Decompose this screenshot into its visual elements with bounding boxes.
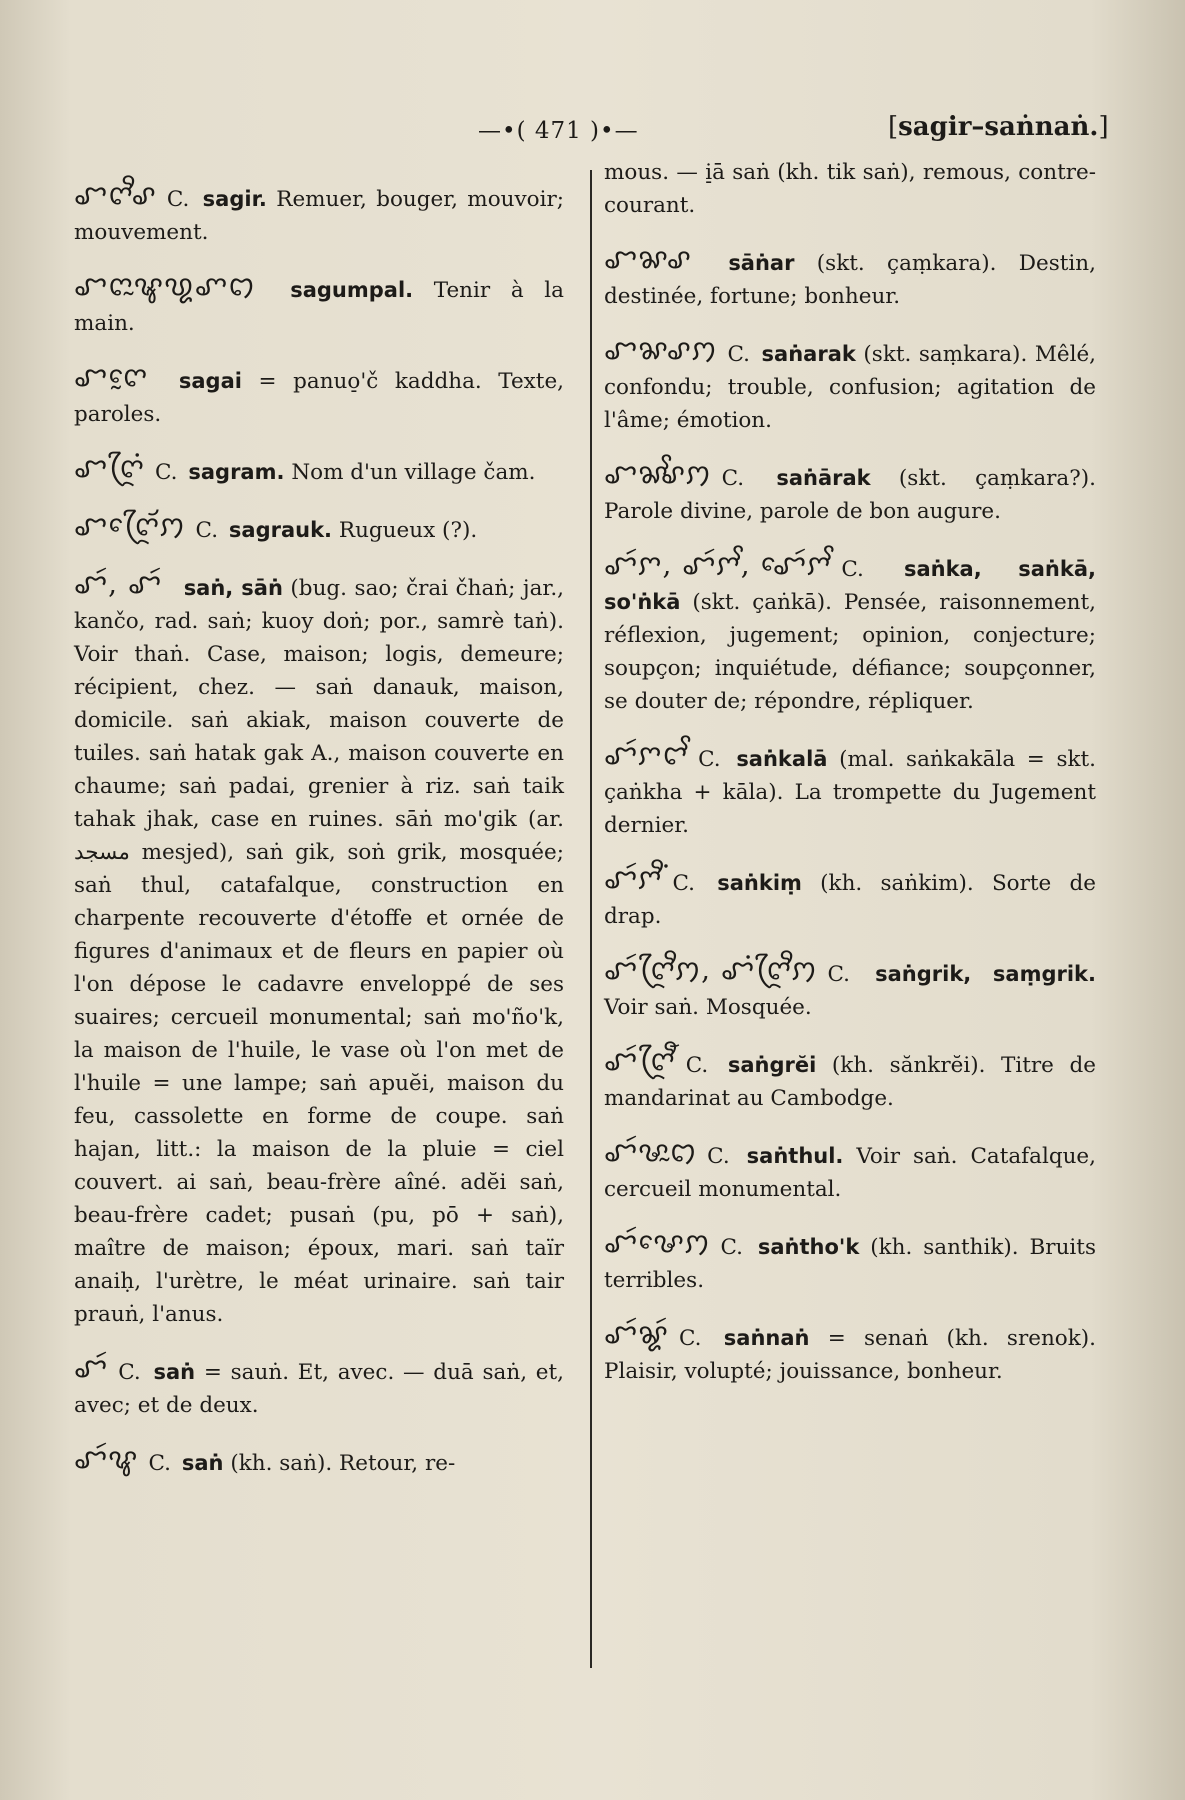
cham-script: ꨧꩃꨆꨪꩌ (604, 862, 663, 895)
dictionary-entry (604, 1137, 1096, 1206)
headword: saṅnaṅ (723, 1326, 810, 1350)
headword: saṅkalā (736, 747, 828, 771)
cham-script: ꨧꩃꨥ (74, 1442, 139, 1475)
cham-script: ꨧꨈꨪꨣ (74, 178, 157, 211)
entry-range: [ sagir–saṅnaṅ. ] (888, 112, 1109, 142)
dictionary-entry (74, 1353, 564, 1422)
headword: sagrauk. (228, 518, 333, 542)
dictionary-entry (604, 955, 1096, 1024)
definition: = senaṅ (kh. srenok). Plaisir, volupté; jouissance, bonheur. (604, 1326, 1096, 1384)
cham-script: ꨧꨈꨭꨡ꩙ꨚꩊ (74, 269, 256, 302)
definition: (kh. saṅkim). Sorte de drap. (604, 871, 1096, 929)
headword: saṅkiṃ (717, 871, 802, 895)
headword: saṅgrĕi (727, 1053, 817, 1077)
cham-script: ꨧꩃꨈꨴꨪꩀ, ꨧꩌꨈꨴꨪꩀ (604, 953, 818, 986)
dictionary-entry (604, 1319, 1096, 1388)
definition: = panuo̠'č kaddha. Texte, paroles. (74, 369, 565, 427)
dictionary-entry (604, 335, 1096, 437)
headword: sagai (178, 369, 242, 393)
definition: (skt. çaṃkara?). Parole divine, parole de bon augure. (604, 466, 1097, 524)
entry-prefix: C. (166, 187, 190, 212)
definition: Voir saṅ. Catafalque, cercueil monumental. (604, 1144, 1096, 1202)
entry-prefix: C. (720, 1235, 743, 1260)
page-number: —•( 471 )•— (478, 118, 639, 144)
headword: saṅthul. (746, 1144, 844, 1168)
dictionary-entry (74, 362, 564, 431)
cham-script: ꨧꩃ (74, 1351, 109, 1384)
definition: Voir saṅ. Mosquée. (604, 995, 812, 1020)
headword: sagir. (202, 187, 267, 211)
dictionary-entry (74, 511, 564, 547)
entry-prefix: C. (672, 871, 695, 896)
dictionary-entry (604, 459, 1096, 528)
headword: saṅgrik, saṃgrik. (875, 962, 1096, 986)
definition: (bug. sao; črai čhaṅ; jar., kančo, rad. saṅ; kuoy doṅ; por., samrè taṅ). Voir thaṅ. Case, maison; logis, demeure; récipient, chez. — saṅ danauk, maison, domicile. saṅ akiak, maison couverte de tuiles. saṅ hatak gak A., maison couverte en chaume; saṅ padai, grenier à riz. saṅ taik tahak jhak, case en ruines. sāṅ mo'gik (ar. مسجد mesjed), saṅ gik, soṅ grik, mosquée; saṅ thul, catafalque, construction en charpente recouverte d'étoffe et ornée de figures d'animaux et de fleurs en papier où l'on dépose le cadavre enveloppé de ses suaires; cercueil monumental; saṅ mo'ño'k, la maison de l'huile, le vase où l'on met de l'huile = une lampe; saṅ apuĕi, maison du feu, cassolette en forme de coupe. saṅ hajan, litt.: la maison de la pluie = ciel couvert. ai saṅ, beau-frère aîné. adĕi saṅ, beau-frère cadet; pusaṅ (pu, pō + saṅ), maître de maison; époux, mari. saṅ taïr anaiḥ, l'urètre, le méat urinaire. saṅ tair prauṅ, l'anus. (74, 576, 564, 1327)
entry-prefix: C. (148, 1451, 172, 1476)
cham-script: ꨧꨗꨣ (604, 242, 692, 275)
definition: Tenir à la main. (74, 278, 564, 336)
cham-script: ꨧꩃꨔꨯꩀ (604, 1226, 711, 1259)
entry-prefix: C. (155, 460, 178, 485)
headword: sagram. (188, 460, 285, 484)
entry-prefix: C. (678, 1326, 702, 1351)
definition: Rugueux (?). (338, 518, 478, 543)
headword: saṅka, saṅkā, so'ṅkā (604, 557, 1096, 614)
definition: Remuer, bouger, mouvoir; mouvement. (74, 187, 564, 245)
dictionary-entry (74, 180, 564, 249)
headword: saṅtho'k (757, 1235, 860, 1259)
dictionary-entry (604, 550, 1096, 718)
dictionary-entry (74, 453, 564, 489)
page-header (0, 112, 1185, 152)
column-divider (590, 170, 592, 1668)
dictionary-entry (74, 569, 564, 1331)
definition: (mal. saṅkakāla = skt. çaṅkha + kāla). La trompette du Jugement dernier. (604, 747, 1096, 838)
headword: saṅārak (776, 466, 871, 490)
definition: (skt. çaṅkā). Pensée, raisonnement, réflexion, jugement; opinion, conjecture; soupçon; inquiétude, défiance; soupçonner, se douter de; répondre, répliquer. (604, 590, 1096, 714)
left-column (74, 180, 564, 1502)
dictionary-entry (604, 740, 1096, 842)
entry-prefix: C. (698, 747, 721, 772)
definition: (kh. sănkrĕi). Titre de mandarinat au Cambodge. (604, 1053, 1096, 1111)
entry-prefix: C. (195, 518, 219, 543)
cham-script: ꨧꨗꨣꩀ (604, 333, 718, 366)
entry-prefix: C. (707, 1144, 730, 1169)
cham-script: ꨧꨈꨰ (74, 360, 149, 393)
entry-prefix: C. (118, 1360, 141, 1385)
dictionary-entry (74, 271, 564, 340)
entry-prefix: C. (685, 1053, 709, 1078)
cham-script: ꨧꩃꨈꨴꨬ (604, 1044, 676, 1077)
cham-script: ꨧꨈꨴꩌ (74, 451, 145, 484)
cham-script: ꨧꩃꨆꨤꨩ (604, 738, 689, 771)
dictionary-entry-continued (604, 156, 1096, 222)
entry-prefix: C. (727, 342, 750, 367)
definition: Nom d'un village čam. (291, 460, 536, 485)
right-column (604, 156, 1096, 1410)
entry-prefix: C. (827, 962, 850, 987)
definition: (kh. santhik). Bruits terribles. (604, 1235, 1096, 1293)
definition: (skt. saṃkara). Mêlé, confondu; trouble, confusion; agitation de l'âme; émotion. (604, 342, 1097, 433)
entry-prefix: C. (841, 557, 864, 582)
headword: sagumpal. (290, 278, 414, 302)
definition: (skt. çaṃkara). Destin, destinée, fortune; bonheur. (604, 251, 1096, 309)
dictionary-entry (604, 864, 1096, 933)
definition: (kh. saṅ). Retour, re- (230, 1451, 456, 1476)
dictionary-entry (74, 1444, 564, 1480)
headword: saṅarak (761, 342, 856, 366)
definition: = sauṅ. Et, avec. — duā saṅ, et, avec; et de deux. (74, 1360, 564, 1418)
cham-script: ꨧꩃꨆ, ꨧꩃꨆꨩ, ꨧꨯꩃꨆꨩ (604, 548, 832, 581)
entry-prefix: C. (721, 466, 745, 491)
dictionary-entry (604, 1046, 1096, 1115)
cham-script: ꨧꨗꨩꨣꩀ (604, 457, 712, 490)
cham-script: ꨧꩃꨘꩃ (604, 1317, 669, 1350)
cham-script: ꨧꩃꨔꨭꩊ (604, 1135, 698, 1168)
headword: sāṅar (728, 251, 795, 275)
dictionary-entry (604, 244, 1096, 313)
headword: saṅ, sāṅ (183, 576, 283, 600)
dictionary-entry (604, 1228, 1096, 1297)
cham-script: ꨧꨈꨴꨯꨮꩀ (74, 509, 186, 542)
headword: saṅ (181, 1451, 224, 1475)
definition: mous. — i̠ā saṅ (kh. tik saṅ), remous, contre-courant. (604, 160, 1096, 218)
cham-script: ꨧꩃ, ꨧꩃ (74, 567, 163, 600)
headword: saṅ (153, 1360, 196, 1384)
